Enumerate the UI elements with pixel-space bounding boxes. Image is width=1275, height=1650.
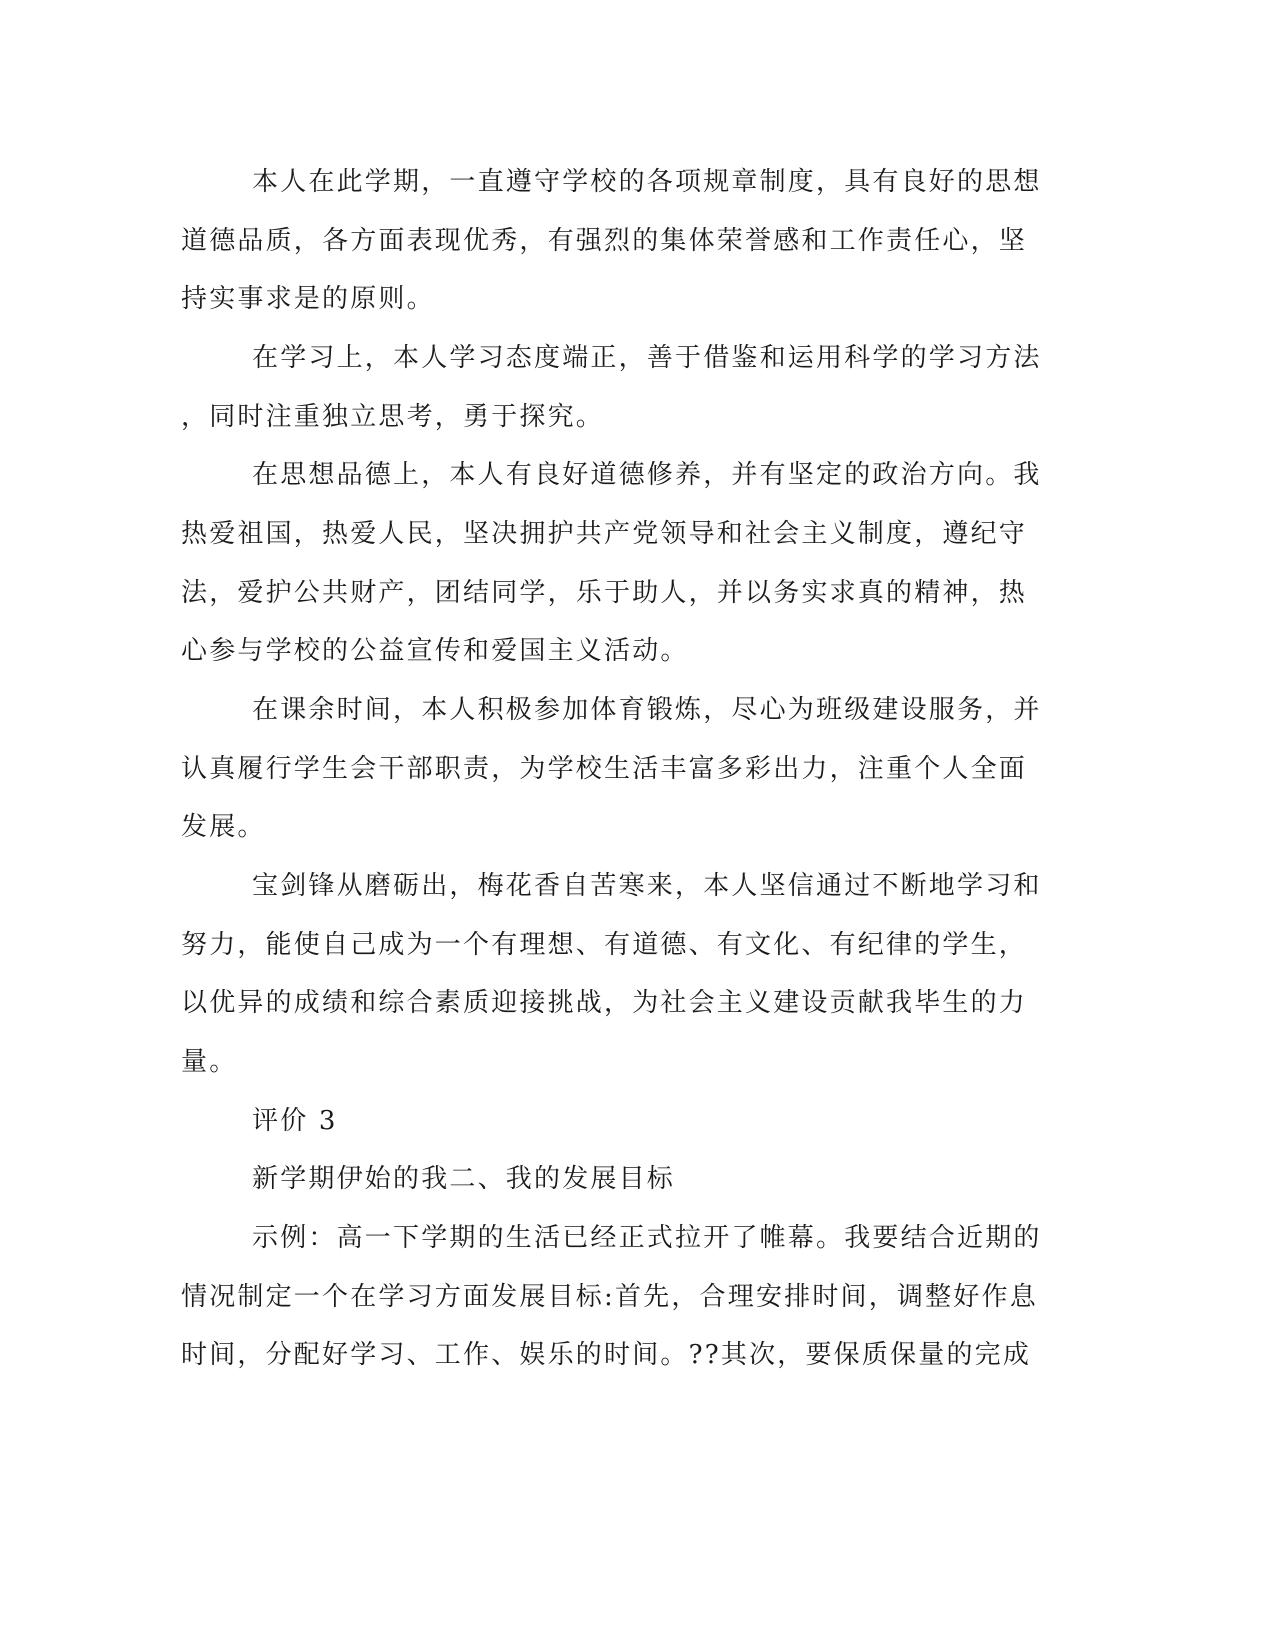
text-line: 道德品质，各方面表现优秀，有强烈的集体荣誉感和工作责任心，坚 <box>181 226 1028 256</box>
text-line: 努力，能使自己成为一个有理想、有道德、有文化、有纪律的学生， <box>181 930 1028 960</box>
section-subheading: 新学期伊始的我二、我的发展目标 <box>252 1164 676 1194</box>
text-line: 发展。 <box>181 812 266 842</box>
text-line: 持实事求是的原则。 <box>181 284 435 314</box>
text-line: 法，爱护公共财产，团结同学，乐于助人，并以务实求真的精神，热 <box>181 578 1028 608</box>
text-line: 情况制定一个在学习方面发展目标:首先，合理安排时间，调整好作息 <box>181 1282 1038 1312</box>
section-heading: 评价 3 <box>252 1106 338 1136</box>
text-line: 示例：高一下学期的生活已经正式拉开了帷幕。我要结合近期的 <box>252 1223 1042 1253</box>
text-line: 在思想品德上，本人有良好道德修养，并有坚定的政治方向。我 <box>252 460 1042 490</box>
text-line: 时间，分配好学习、工作、娱乐的时间。??其次，要保质保量的完成 <box>181 1340 1032 1370</box>
text-line: 热爱祖国，热爱人民，坚决拥护共产党领导和社会主义制度，遵纪守 <box>181 519 1028 549</box>
text-line: 在学习上，本人学习态度端正，善于借鉴和运用科学的学习方法 <box>252 343 1042 373</box>
text-line: 量。 <box>181 1047 238 1077</box>
text-line: 在课余时间，本人积极参加体育锻炼，尽心为班级建设服务，并 <box>252 695 1042 725</box>
text-line: 宝剑锋从磨砺出，梅花香自苦寒来，本人坚信通过不断地学习和 <box>252 871 1042 901</box>
text-line: 心参与学校的公益宣传和爱国主义活动。 <box>181 636 689 666</box>
text-line: ，同时注重独立思考，勇于探究。 <box>181 402 605 432</box>
text-line: 本人在此学期，一直遵守学校的各项规章制度，具有良好的思想 <box>252 167 1042 197</box>
text-line: 以优异的成绩和综合素质迎接挑战，为社会主义建设贡献我毕生的力 <box>181 988 1028 1018</box>
text-line: 认真履行学生会干部职责，为学校生活丰富多彩出力，注重个人全面 <box>181 754 1028 784</box>
